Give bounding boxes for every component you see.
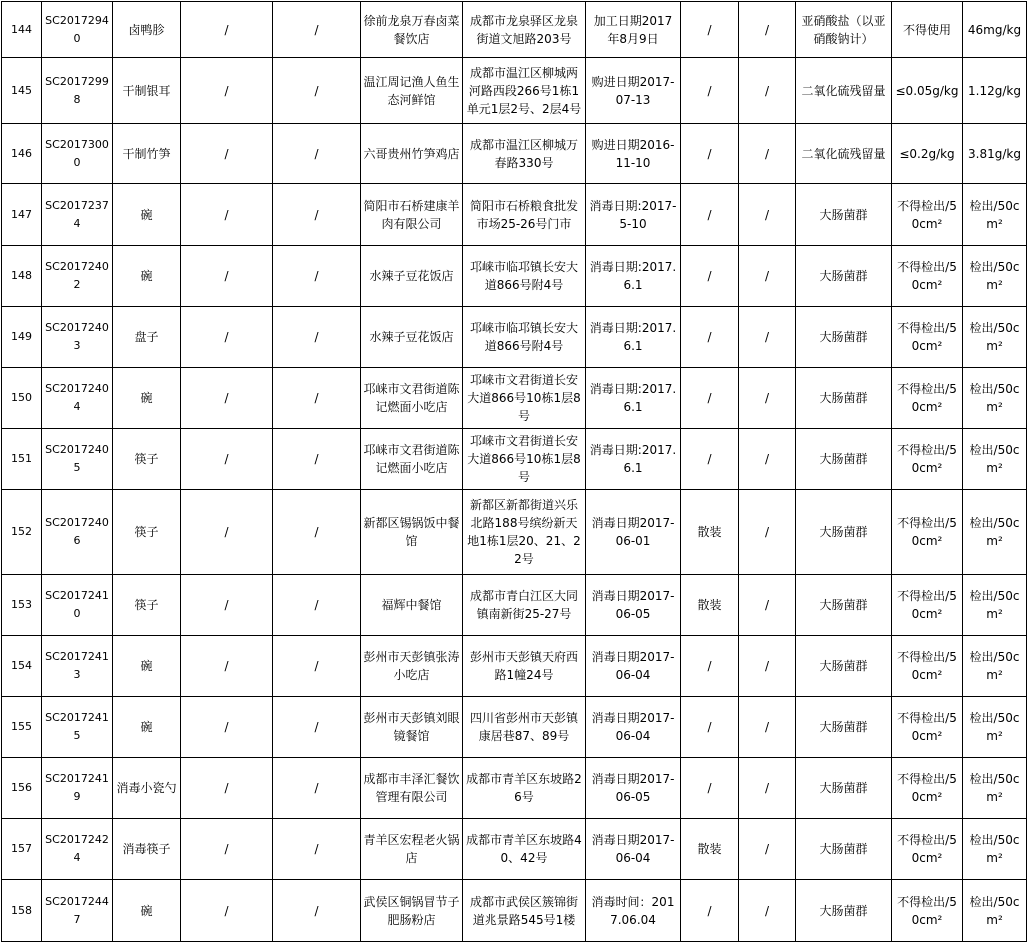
cell-standard: ≤0.2g/kg — [892, 124, 963, 184]
cell-col4: / — [273, 58, 361, 124]
table-row — [2, 246, 1027, 307]
cell-date: 消毒日期:2017.6.1 — [586, 368, 681, 429]
cell-test-item: 大肠菌群 — [796, 575, 892, 636]
cell-col3: / — [181, 880, 273, 942]
cell-standard: 不得检出/50cm² — [892, 697, 963, 758]
cell-sample-name: 消毒筷子 — [113, 819, 181, 880]
cell-date: 消毒日期:2017.6.1 — [586, 307, 681, 368]
cell-col9: / — [739, 429, 796, 490]
cell-address: 成都市青羊区东坡路40、42号 — [463, 819, 586, 880]
cell-seq-no: 144 — [2, 2, 42, 58]
cell-col9: / — [739, 636, 796, 697]
cell-test-item: 大肠菌群 — [796, 758, 892, 819]
cell-col3: / — [181, 575, 273, 636]
cell-address: 成都市温江区柳城万春路330号 — [463, 124, 586, 184]
cell-address: 成都市武侯区簇锦街道兆景路545号1楼 — [463, 880, 586, 942]
cell-date: 消毒日期:2017.6.1 — [586, 246, 681, 307]
cell-seq-no: 150 — [2, 368, 42, 429]
cell-result: 检出/50cm² — [963, 429, 1027, 490]
cell-package: / — [681, 636, 739, 697]
cell-address: 四川省彭州市天彭镇康居巷87、89号 — [463, 697, 586, 758]
cell-date: 购进日期2016-11-10 — [586, 124, 681, 184]
cell-result: 46mg/kg — [963, 2, 1027, 58]
cell-sample-code: SC20172410 — [42, 575, 113, 636]
cell-standard: 不得检出/50cm² — [892, 246, 963, 307]
cell-standard: 不得检出/50cm² — [892, 490, 963, 575]
cell-standard: 不得检出/50cm² — [892, 307, 963, 368]
cell-col4: / — [273, 636, 361, 697]
table-body — [2, 2, 1027, 942]
cell-date: 消毒日期:2017-5-10 — [586, 184, 681, 246]
cell-address: 成都市青白江区大同镇南新街25-27号 — [463, 575, 586, 636]
cell-address: 彭州市天彭镇天府西路1幢24号 — [463, 636, 586, 697]
cell-col4: / — [273, 307, 361, 368]
cell-seq-no: 157 — [2, 819, 42, 880]
cell-test-item: 二氧化硫残留量 — [796, 58, 892, 124]
cell-date: 购进日期2017-07-13 — [586, 58, 681, 124]
cell-date: 消毒时间：2017.06.04 — [586, 880, 681, 942]
cell-sample-name: 碗 — [113, 184, 181, 246]
cell-col3: / — [181, 2, 273, 58]
cell-standard: 不得检出/50cm² — [892, 575, 963, 636]
cell-test-item: 亚硝酸盐（以亚硝酸钠计） — [796, 2, 892, 58]
table-row — [2, 368, 1027, 429]
cell-seq-no: 153 — [2, 575, 42, 636]
cell-col4: / — [273, 697, 361, 758]
cell-result: 检出/50cm² — [963, 758, 1027, 819]
cell-company: 徐前龙泉万春卤菜餐饮店 — [361, 2, 463, 58]
cell-test-item: 大肠菌群 — [796, 880, 892, 942]
cell-standard: 不得检出/50cm² — [892, 819, 963, 880]
cell-col3: / — [181, 184, 273, 246]
table-row — [2, 307, 1027, 368]
cell-date: 加工日期2017年8月9日 — [586, 2, 681, 58]
table-row — [2, 58, 1027, 124]
table-row — [2, 758, 1027, 819]
cell-address: 新都区新都街道兴乐北路188号缤纷新天地1栋1层20、21、22号 — [463, 490, 586, 575]
cell-package: 散装 — [681, 575, 739, 636]
cell-col3: / — [181, 307, 273, 368]
cell-company: 水辣子豆花饭店 — [361, 246, 463, 307]
cell-sample-code: SC20172405 — [42, 429, 113, 490]
cell-col4: / — [273, 819, 361, 880]
cell-company: 邛崃市文君街道陈记燃面小吃店 — [361, 429, 463, 490]
cell-result: 检出/50cm² — [963, 490, 1027, 575]
cell-result: 检出/50cm² — [963, 697, 1027, 758]
cell-col9: / — [739, 575, 796, 636]
cell-col4: / — [273, 429, 361, 490]
cell-company: 简阳市石桥建康羊肉有限公司 — [361, 184, 463, 246]
cell-sample-name: 消毒小瓷勺 — [113, 758, 181, 819]
cell-result: 检出/50cm² — [963, 368, 1027, 429]
cell-col9: / — [739, 368, 796, 429]
cell-sample-name: 碗 — [113, 368, 181, 429]
cell-col9: / — [739, 124, 796, 184]
cell-result: 检出/50cm² — [963, 575, 1027, 636]
cell-sample-code: SC20172424 — [42, 819, 113, 880]
cell-company: 武侯区铜锅冒节子肥肠粉店 — [361, 880, 463, 942]
cell-address: 成都市龙泉驿区龙泉街道文旭路203号 — [463, 2, 586, 58]
cell-test-item: 大肠菌群 — [796, 246, 892, 307]
cell-standard: ≤0.05g/kg — [892, 58, 963, 124]
cell-seq-no: 154 — [2, 636, 42, 697]
cell-company: 六哥贵州竹笋鸡店 — [361, 124, 463, 184]
cell-standard: 不得检出/50cm² — [892, 184, 963, 246]
cell-sample-name: 盘子 — [113, 307, 181, 368]
cell-address: 邛崃市文君街道长安大道866号10栋1层8号 — [463, 368, 586, 429]
cell-test-item: 大肠菌群 — [796, 490, 892, 575]
cell-sample-name: 筷子 — [113, 429, 181, 490]
cell-sample-code: SC20172374 — [42, 184, 113, 246]
cell-company: 邛崃市文君街道陈记燃面小吃店 — [361, 368, 463, 429]
cell-date: 消毒日期2017-06-05 — [586, 758, 681, 819]
cell-seq-no: 156 — [2, 758, 42, 819]
cell-seq-no: 146 — [2, 124, 42, 184]
cell-col3: / — [181, 124, 273, 184]
cell-sample-code: SC20172940 — [42, 2, 113, 58]
cell-result: 检出/50cm² — [963, 307, 1027, 368]
cell-sample-name: 碗 — [113, 636, 181, 697]
cell-address: 成都市青羊区东坡路26号 — [463, 758, 586, 819]
cell-company: 温江周记渔人鱼生态河鲜馆 — [361, 58, 463, 124]
cell-col4: / — [273, 2, 361, 58]
cell-standard: 不得检出/50cm² — [892, 758, 963, 819]
cell-sample-code: SC20172404 — [42, 368, 113, 429]
cell-sample-name: 筷子 — [113, 575, 181, 636]
table-row — [2, 575, 1027, 636]
cell-standard: 不得使用 — [892, 2, 963, 58]
cell-company: 新都区锡锅饭中餐馆 — [361, 490, 463, 575]
cell-col4: / — [273, 758, 361, 819]
cell-address: 邛崃市文君街道长安大道866号10栋1层8号 — [463, 429, 586, 490]
cell-package: / — [681, 429, 739, 490]
cell-col4: / — [273, 880, 361, 942]
cell-sample-code: SC20172402 — [42, 246, 113, 307]
cell-company: 彭州市天彭镇张涛小吃店 — [361, 636, 463, 697]
cell-sample-code: SC20172419 — [42, 758, 113, 819]
cell-package: / — [681, 124, 739, 184]
cell-package: / — [681, 758, 739, 819]
cell-standard: 不得检出/50cm² — [892, 368, 963, 429]
cell-col9: / — [739, 490, 796, 575]
cell-test-item: 大肠菌群 — [796, 307, 892, 368]
cell-sample-name: 碗 — [113, 880, 181, 942]
cell-sample-code: SC20172406 — [42, 490, 113, 575]
cell-seq-no: 155 — [2, 697, 42, 758]
cell-col9: / — [739, 819, 796, 880]
cell-col4: / — [273, 490, 361, 575]
cell-col3: / — [181, 490, 273, 575]
cell-sample-code: SC20172447 — [42, 880, 113, 942]
cell-result: 3.81g/kg — [963, 124, 1027, 184]
cell-sample-name: 筷子 — [113, 490, 181, 575]
cell-address: 成都市温江区柳城两河路西段266号1栋1单元1层2号、2层4号 — [463, 58, 586, 124]
cell-date: 消毒日期2017-06-04 — [586, 697, 681, 758]
cell-result: 检出/50cm² — [963, 880, 1027, 942]
cell-col9: / — [739, 758, 796, 819]
cell-date: 消毒日期2017-06-05 — [586, 575, 681, 636]
cell-date: 消毒日期:2017.6.1 — [586, 429, 681, 490]
table-row — [2, 124, 1027, 184]
cell-col3: / — [181, 58, 273, 124]
cell-test-item: 大肠菌群 — [796, 368, 892, 429]
inspection-table — [1, 1, 1027, 942]
cell-sample-code: SC20172415 — [42, 697, 113, 758]
cell-sample-name: 干制竹笋 — [113, 124, 181, 184]
cell-package: 散装 — [681, 490, 739, 575]
cell-test-item: 大肠菌群 — [796, 429, 892, 490]
table-row — [2, 819, 1027, 880]
cell-company: 福辉中餐馆 — [361, 575, 463, 636]
cell-result: 检出/50cm² — [963, 819, 1027, 880]
table-row — [2, 429, 1027, 490]
cell-company: 青羊区宏程老火锅店 — [361, 819, 463, 880]
cell-package: / — [681, 697, 739, 758]
cell-col4: / — [273, 124, 361, 184]
table-row — [2, 880, 1027, 942]
cell-result: 检出/50cm² — [963, 246, 1027, 307]
cell-col4: / — [273, 368, 361, 429]
cell-package: / — [681, 880, 739, 942]
cell-standard: 不得检出/50cm² — [892, 636, 963, 697]
cell-col3: / — [181, 758, 273, 819]
cell-test-item: 大肠菌群 — [796, 184, 892, 246]
cell-seq-no: 148 — [2, 246, 42, 307]
cell-package: / — [681, 2, 739, 58]
cell-date: 消毒日期2017-06-04 — [586, 819, 681, 880]
cell-col9: / — [739, 2, 796, 58]
cell-result: 检出/50cm² — [963, 184, 1027, 246]
cell-test-item: 大肠菌群 — [796, 697, 892, 758]
cell-company: 水辣子豆花饭店 — [361, 307, 463, 368]
cell-col9: / — [739, 184, 796, 246]
cell-standard: 不得检出/50cm² — [892, 880, 963, 942]
cell-seq-no: 149 — [2, 307, 42, 368]
cell-address: 邛崃市临邛镇长安大道866号附4号 — [463, 307, 586, 368]
cell-sample-name: 干制银耳 — [113, 58, 181, 124]
cell-result: 1.12g/kg — [963, 58, 1027, 124]
cell-col9: / — [739, 307, 796, 368]
cell-result: 检出/50cm² — [963, 636, 1027, 697]
cell-standard: 不得检出/50cm² — [892, 429, 963, 490]
cell-sample-name: 卤鸭胗 — [113, 2, 181, 58]
cell-sample-name: 碗 — [113, 246, 181, 307]
cell-date: 消毒日期2017-06-01 — [586, 490, 681, 575]
cell-col3: / — [181, 819, 273, 880]
table-row — [2, 490, 1027, 575]
cell-col9: / — [739, 697, 796, 758]
cell-col4: / — [273, 246, 361, 307]
cell-package: / — [681, 368, 739, 429]
cell-date: 消毒日期2017-06-04 — [586, 636, 681, 697]
cell-package: / — [681, 58, 739, 124]
cell-test-item: 大肠菌群 — [796, 819, 892, 880]
table-row — [2, 2, 1027, 58]
cell-col3: / — [181, 429, 273, 490]
cell-test-item: 大肠菌群 — [796, 636, 892, 697]
cell-sample-code: SC20172998 — [42, 58, 113, 124]
table-row — [2, 636, 1027, 697]
cell-package: / — [681, 246, 739, 307]
cell-col3: / — [181, 368, 273, 429]
table-row — [2, 184, 1027, 246]
cell-col4: / — [273, 575, 361, 636]
cell-sample-code: SC20173000 — [42, 124, 113, 184]
cell-company: 成都市丰泽汇餐饮管理有限公司 — [361, 758, 463, 819]
cell-col4: / — [273, 184, 361, 246]
cell-sample-name: 碗 — [113, 697, 181, 758]
cell-seq-no: 158 — [2, 880, 42, 942]
cell-col3: / — [181, 636, 273, 697]
cell-package: / — [681, 307, 739, 368]
cell-seq-no: 151 — [2, 429, 42, 490]
cell-col9: / — [739, 246, 796, 307]
cell-col9: / — [739, 880, 796, 942]
cell-package: / — [681, 184, 739, 246]
cell-seq-no: 147 — [2, 184, 42, 246]
cell-seq-no: 152 — [2, 490, 42, 575]
cell-col9: / — [739, 58, 796, 124]
cell-sample-code: SC20172403 — [42, 307, 113, 368]
cell-address: 简阳市石桥粮食批发市场25-26号门市 — [463, 184, 586, 246]
cell-col3: / — [181, 246, 273, 307]
table-row — [2, 697, 1027, 758]
cell-sample-code: SC20172413 — [42, 636, 113, 697]
cell-col3: / — [181, 697, 273, 758]
cell-seq-no: 145 — [2, 58, 42, 124]
cell-company: 彭州市天彭镇刘眼镜餐馆 — [361, 697, 463, 758]
cell-package: 散装 — [681, 819, 739, 880]
cell-test-item: 二氧化硫残留量 — [796, 124, 892, 184]
cell-address: 邛崃市临邛镇长安大道866号附4号 — [463, 246, 586, 307]
